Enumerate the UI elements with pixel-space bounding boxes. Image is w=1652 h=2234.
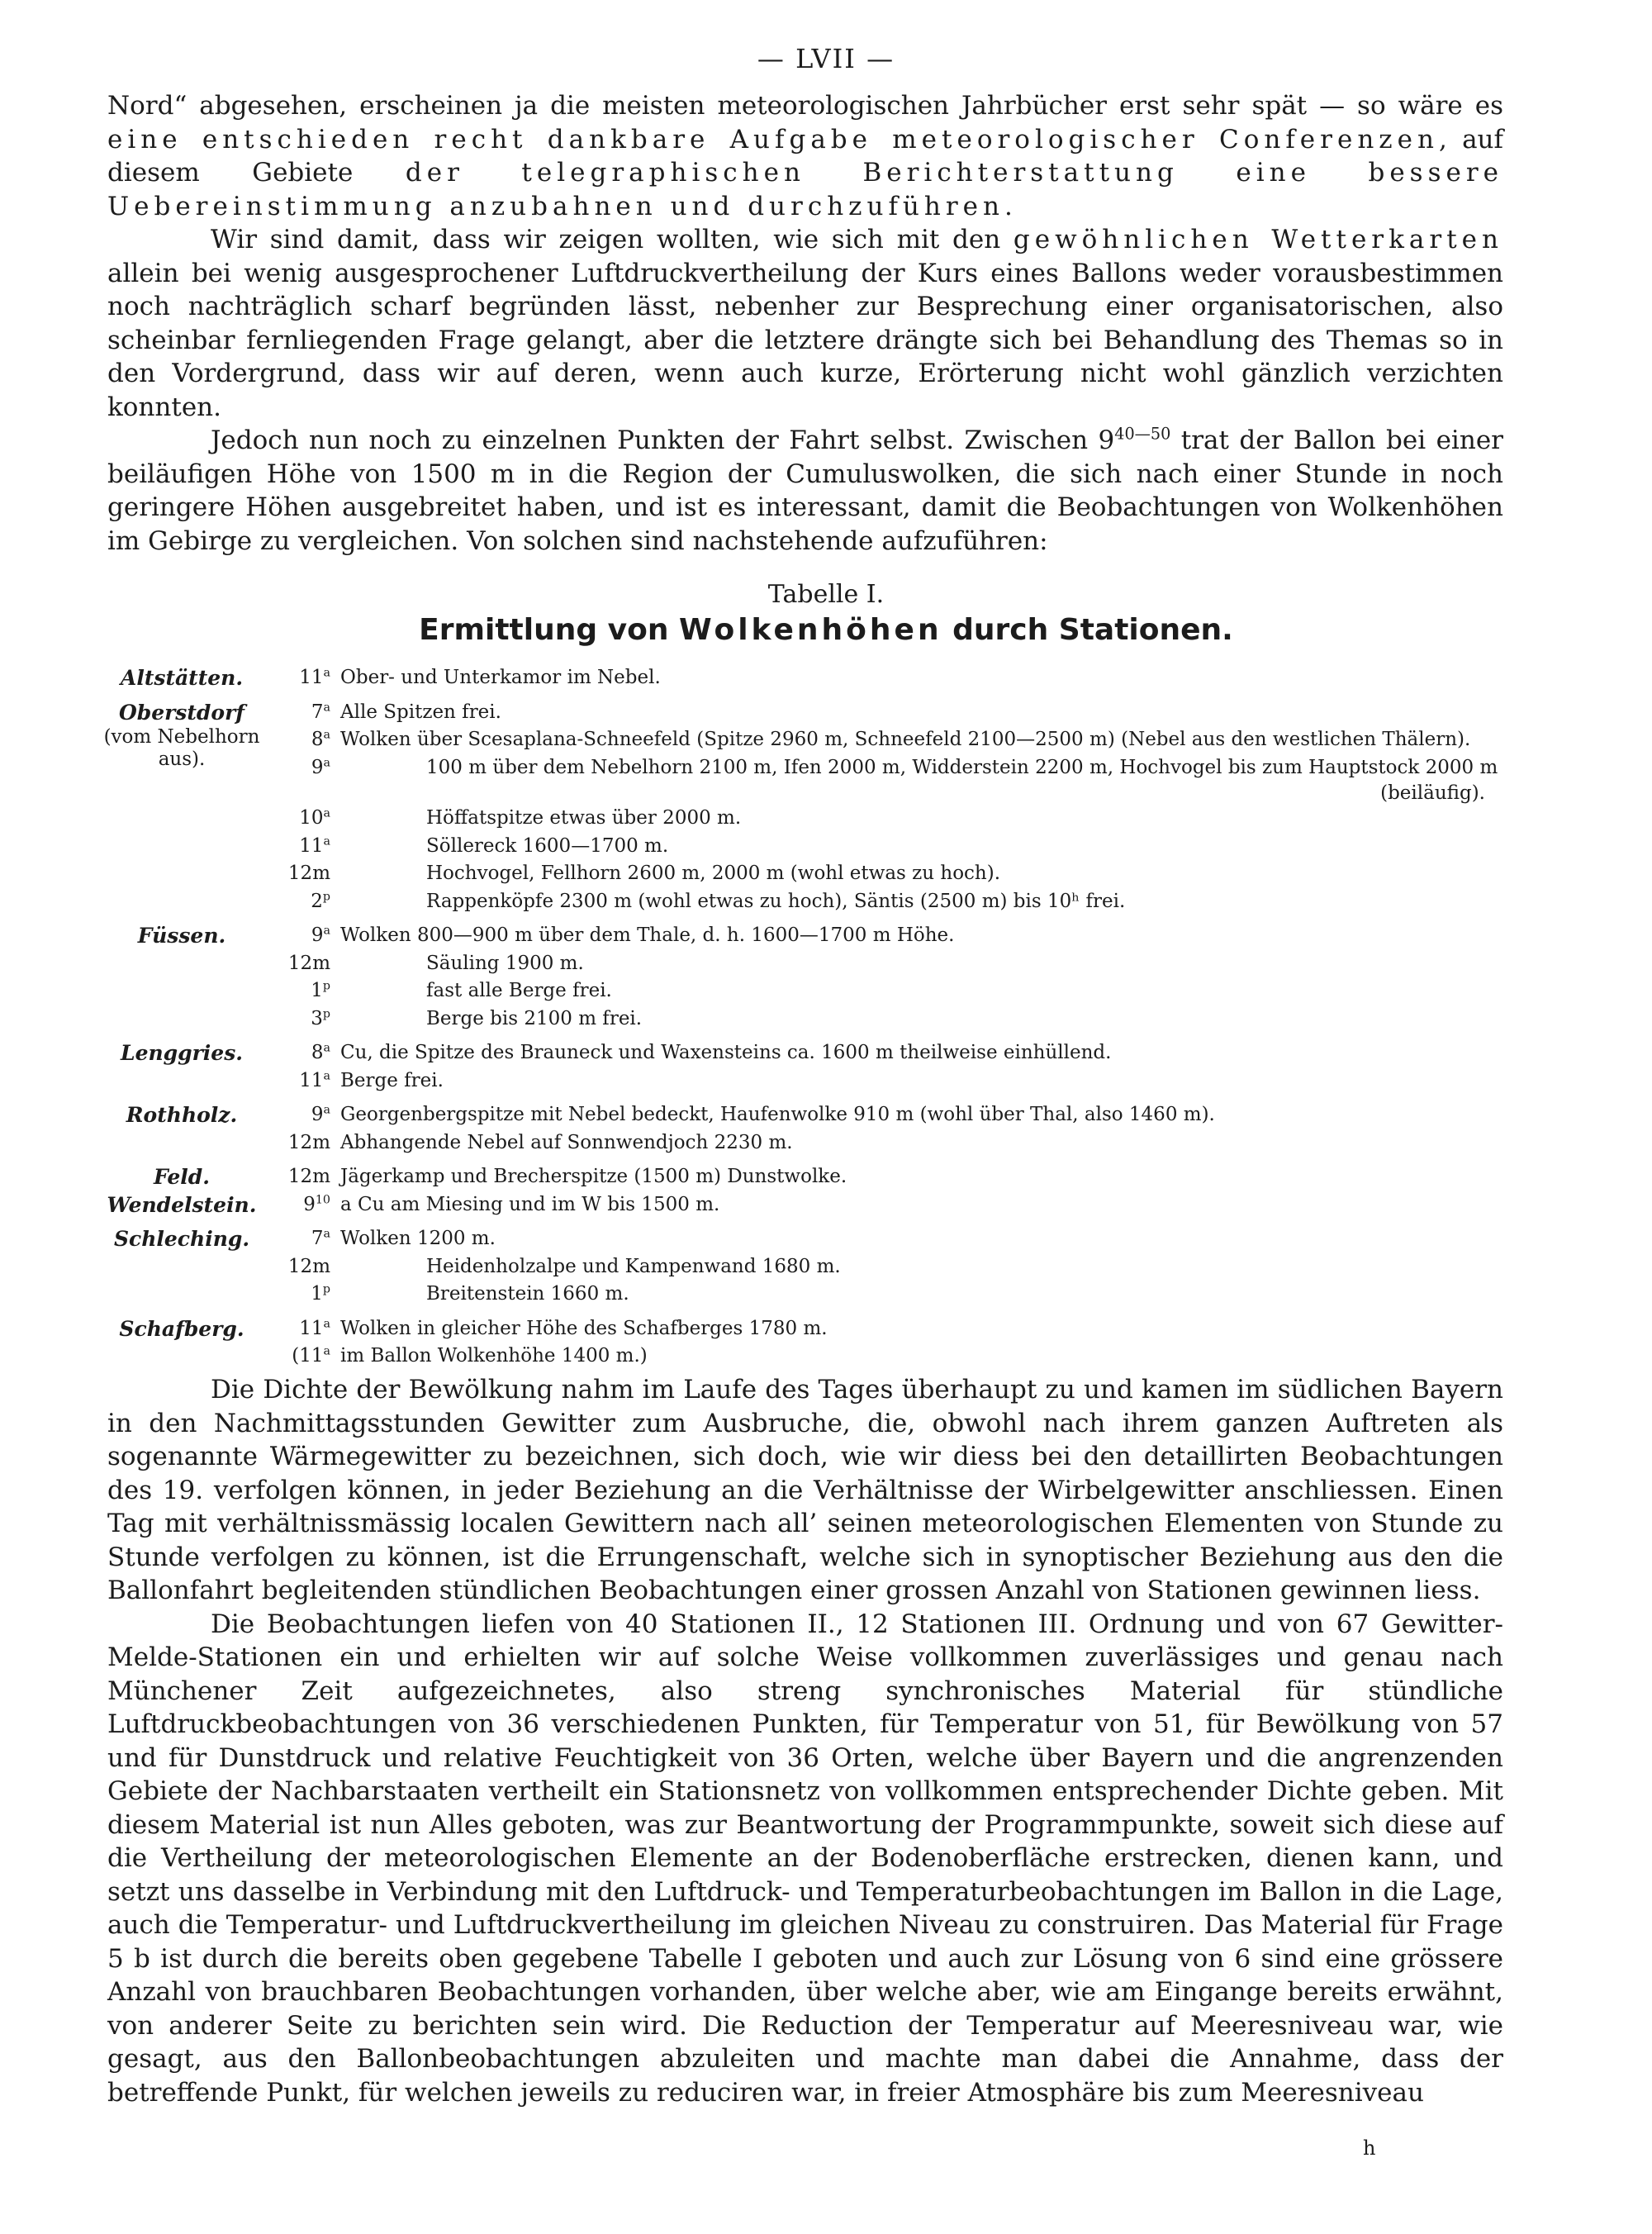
table-row	[97, 1253, 1518, 1281]
text-run: Ermittlung von	[419, 613, 680, 647]
time-cell	[266, 1067, 340, 1096]
observation-text: Wolken in gleicher Höhe des Schafberges 1780 m.	[340, 1317, 828, 1339]
observation-text: Georgenbergspitze mit Nebel bedeckt, Haufenwolke 910 m (wohl über Thal, also 1460 m).	[340, 1104, 1215, 1125]
observation-table	[97, 664, 1518, 1371]
time-superscript: a	[323, 1103, 330, 1117]
station-name	[97, 833, 266, 861]
observation-text: Söllereck 1600—1700 m.	[426, 834, 669, 857]
time-superscript: p	[322, 889, 330, 903]
time-value: 11	[299, 667, 324, 688]
table-row	[97, 860, 1518, 888]
station-name	[97, 860, 266, 888]
paragraph: Die Beobachtungen liefen von 40 Stationen II., 12 Stationen III. Ordnung und von 67 Gewitter-Melde-Stationen ein und erhielten wir auf solche Weise vollkommen zuverlässiges und genau nach Münchener Zeit aufgezeichnetes, also streng synchronisches Material für stündliche Luftdruckbeobachtungen von 36 verschiedenen Punkten, für Temperatur von 51, für Bewölkung von 57 und für Dunstdruck und relative Feuchtigkeit von 36 Orten, welche über Bayern und die angrenzenden Gebiete der Nachbarstaaten vertheilt ein Stationsnetz von vollkommen entsprechender Dichte geben. Mit diesem Material ist nun Alles geboten, was zur Beantwortung der Programmpunkte, soweit sich diese auf die Vertheilung der meteorologischen Elemente an der Bodenoberfläche erstrecken, dienen kann, und setzt uns dasselbe in Verbindung mit den Luftdruck- und Temperaturbeobachtungen im Ballon in die Lage, auch die Temperatur- und Luftdruckvertheilung im gleichen Niveau zu construiren. Das Material für Frage 5 b ist durch die bereits oben gegebene Tabelle I geboten und auch zur Lösung von 6 sind eine grössere Anzahl von brauchbaren Beobachtungen vorhanden, über welche aber, wie am Eingange bereits erwähnt, von anderer Seite zu berichten sein wird. Die Reduction der Temperatur auf Meeresniveau war, wie gesagt, aus den Ballonbeobachtungen abzuleiten und machte man dabei die Annahme, dass der betreffende Punkt, für welchen jeweils zu reduciren war, in freier Atmosphäre bis zum Meeresniveau	[107, 1609, 1503, 2108]
time-value: 8	[311, 729, 324, 750]
page-number: — LVII —	[757, 43, 895, 74]
table-row	[97, 664, 1518, 692]
time-superscript: a	[323, 666, 330, 680]
time-value: 11	[299, 834, 324, 857]
time-cell	[266, 664, 340, 692]
time-value: 8	[311, 1042, 324, 1063]
station-name	[97, 1253, 266, 1281]
observation-text: im Ballon Wolkenhöhe 1400 m.)	[340, 1345, 648, 1367]
time-superscript: p	[322, 1006, 330, 1020]
table-row-group	[266, 726, 1518, 805]
station-note: (vom Nebelhorn aus).	[103, 726, 260, 770]
time-cell	[266, 1101, 340, 1129]
time-value: 3	[311, 1007, 323, 1029]
time-cell	[266, 1005, 340, 1034]
time-cell	[266, 860, 340, 888]
table-row	[97, 1281, 1518, 1309]
time-value: 11	[299, 1069, 324, 1091]
time-cell	[266, 1191, 340, 1219]
station-name: Füssen.	[137, 924, 226, 948]
station-name	[97, 888, 266, 916]
spaced-emphasis: gewöhnlichen Wetterkarten	[1013, 225, 1503, 254]
time-superscript: 40—50	[1114, 424, 1171, 444]
outro-text	[107, 1373, 1503, 2109]
observation-text: a Cu am Miesing und im W bis 1500 m.	[340, 1193, 720, 1215]
time-cell	[266, 833, 340, 861]
paragraph: Die Dichte der Bewölkung nahm im Laufe des Tages überhaupt zu und kamen im südlichen Bayern in den Nachmittagsstunden Gewitter zum Ausbruche, die, obwohl nach ihrem ganzen Auftreten als sogenannte Wärmegewitter zu bezeichnen, sich doch, wie wir diess bei den detaillirten Beobachtungen des 19. verfolgen können, in jeder Beziehung an die Verhältnisse der Wirbelgewitter anschliessen. Einen Tag mit verhältnissmässig localen Gewittern nach all’ seinen meteorologischen Elementen von Stunde zu Stunde verfolgen zu können, ist die Errungenschaft, welche sich in synoptischer Beziehung aus den die Ballonfahrt begleitenden stündlichen Beobachtungen einer grossen Anzahl von Stationen gewinnen liess.	[107, 1375, 1503, 1605]
time-superscript: p	[322, 1282, 330, 1296]
time-superscript: a	[323, 700, 330, 714]
time-cell	[266, 950, 340, 978]
time-cell	[266, 1039, 340, 1067]
paragraph	[107, 223, 1503, 424]
time-superscript: a	[323, 1041, 330, 1055]
observation-text: Ober- und Unterkamor im Nebel.	[340, 667, 661, 688]
time-value: 9	[303, 1193, 316, 1215]
observation-text: Rappenköpfe 2300 m (wohl etwas zu hoch), Säntis (2500 m) bis 10ʰ frei.	[426, 890, 1126, 912]
time-value: 2	[311, 890, 323, 912]
station-name	[97, 950, 266, 978]
time-cell	[266, 1225, 340, 1253]
time-value: 12m	[287, 1166, 330, 1187]
observation-text: Wolken über Scesaplana-Schneefeld (Spitze 2960 m, Schneefeld 2100—2500 m) (Nebel aus den westlichen Thälern).	[340, 729, 1471, 750]
time-value: 1	[311, 980, 323, 1001]
observation-text: Jägerkamp und Brecherspitze (1500 m) Dunstwolke.	[340, 1166, 847, 1187]
station-name	[97, 977, 266, 1005]
paragraph	[107, 89, 1503, 223]
station-name	[97, 1281, 266, 1309]
station-name: Oberstdorf	[118, 700, 245, 725]
table-row	[97, 1129, 1518, 1157]
time-superscript: a	[323, 1344, 330, 1358]
time-cell	[266, 754, 340, 806]
text-run: durch Stationen.	[942, 613, 1233, 647]
time-cell	[266, 1281, 340, 1309]
table-row	[97, 1067, 1518, 1096]
table-row	[97, 1163, 1518, 1191]
time-value: 9	[311, 756, 324, 778]
text-run: Nord“ abgesehen, erscheinen ja die meisten meteorologischen Jahrbücher erst sehr spät — so wäre es	[107, 91, 1503, 121]
time-cell	[266, 726, 340, 754]
station-name	[97, 1067, 266, 1096]
table-row	[97, 1343, 1518, 1371]
observation-text: Cu, die Spitze des Brauneck und Waxensteins ca. 1600 m theilweise einhüllend.	[340, 1042, 1112, 1063]
station-name	[97, 1343, 266, 1371]
table-row	[97, 1039, 1518, 1067]
observation-text: Berge bis 2100 m frei.	[426, 1007, 643, 1029]
table-row	[97, 922, 1518, 950]
observation-text	[340, 754, 1518, 806]
time-cell	[266, 1315, 340, 1343]
table-row	[97, 977, 1518, 1005]
time-superscript: a	[323, 834, 330, 848]
observation-text: Hochvogel, Fellhorn 2600 m, 2000 m (wohl etwas zu hoch).	[426, 863, 1001, 884]
time-superscript: a	[323, 806, 330, 820]
time-superscript: a	[323, 1068, 330, 1082]
intro-text	[107, 89, 1503, 558]
table-row	[266, 754, 1518, 806]
station-name	[97, 1129, 266, 1157]
station-name: Lenggries.	[121, 1041, 243, 1065]
observation-text: Breitenstein 1660 m.	[426, 1283, 629, 1305]
table-row	[97, 1191, 1518, 1219]
table-row	[97, 1005, 1518, 1034]
text-run: 100 m über dem Nebelhorn 2100 m, Ifen 2000 m, Widderstein 2200 m, Hochvogel bis zum Hauptstock 2000 m	[426, 756, 1498, 778]
time-cell	[266, 922, 340, 950]
observation-text: Abhangende Nebel auf Sonnwendjoch 2230 m.	[340, 1131, 793, 1153]
table-title	[0, 613, 1652, 647]
observation-text: Alle Spitzen frei.	[340, 701, 501, 723]
time-superscript: a	[323, 728, 330, 742]
table-row	[97, 699, 1518, 727]
station-name	[97, 805, 266, 833]
time-value: 12m	[287, 863, 330, 884]
time-value: 12m	[287, 1131, 330, 1153]
station-name: Rothholz.	[126, 1103, 238, 1127]
time-cell	[266, 1163, 340, 1191]
time-cell	[266, 699, 340, 727]
table-row	[97, 1225, 1518, 1253]
observation-text: Heidenholzalpe und Kampenwand 1680 m.	[426, 1255, 841, 1277]
observation-text: Wolken 1200 m.	[340, 1228, 496, 1249]
table-row	[97, 950, 1518, 978]
station-name: Wendelstein.	[107, 1192, 257, 1217]
time-value: 9	[311, 1104, 324, 1125]
spaced-emphasis: Wolkenhöhen	[679, 613, 942, 647]
text-run: allein bei wenig ausgesprochener Luftdruckvertheilung der Kurs eines Ballons weder vorausbestimmen noch nachträglich scharf begründen lässt, nebenher zur Besprechung einer organisatorischen, also scheinbar fernliegenden Frage gelangt, aber die letztere drängte sich bei Behandlung des Themas so in den Vordergrund, dass wir auf deren, wenn auch kurze, Erörterung nicht wohl gänzlich verzichten konnten.	[107, 258, 1503, 422]
table-row	[97, 805, 1518, 833]
time-superscript: a	[323, 1227, 330, 1241]
table-row	[266, 726, 1518, 754]
table-row	[97, 726, 1518, 805]
table-row	[97, 833, 1518, 861]
time-superscript: a	[323, 755, 330, 769]
station-name: Schleching.	[113, 1227, 250, 1251]
time-value: 9	[311, 924, 324, 946]
text-run: .	[1004, 191, 1013, 221]
time-superscript: a	[323, 924, 330, 938]
station-name: Altstätten.	[120, 666, 244, 690]
time-value: 12m	[287, 1255, 330, 1277]
spaced-emphasis: der telegraphischen Berichterstattung eine bessere Uebereinstimmung anzubahnen und durchzuführen	[107, 158, 1503, 221]
time-cell	[266, 888, 340, 916]
observation-text: Höffatspitze etwas über 2000 m.	[426, 807, 742, 829]
paragraph	[107, 424, 1503, 558]
time-value: 11	[299, 1317, 324, 1339]
time-superscript: p	[322, 979, 330, 993]
observation-text: Wolken 800—900 m über dem Thale, d. h. 1600—1700 m Höhe.	[340, 924, 955, 946]
observation-text: Säuling 1900 m.	[426, 952, 584, 974]
text-run: trat der Ballon bei einer beiläufigen Höhe von 1500 m in die Region der Cumuluswolken, die sich nach einer Stunde in noch geringere Höhen ausgebreitet haben, und ist es interessant, damit die Beobachtungen von Wolkenhöhen im Gebirge zu vergleichen. Von solchen sind nachstehende aufzuführen:	[107, 425, 1503, 556]
station-name: Feld.	[154, 1165, 210, 1189]
time-value: 12m	[287, 952, 330, 974]
observation-text: fast alle Berge frei.	[426, 980, 612, 1001]
time-cell	[266, 1343, 340, 1371]
table-row	[97, 1101, 1518, 1129]
spaced-emphasis: eine entschieden recht dankbare Aufgabe meteorologischer Conferenzen	[107, 124, 1439, 154]
signature-mark: h	[1363, 2137, 1376, 2160]
time-superscript: 10	[315, 1192, 330, 1206]
time-value: 10	[299, 807, 324, 829]
time-superscript: a	[323, 1316, 330, 1330]
time-cell	[266, 805, 340, 833]
text-run: (beiläufig).	[1380, 782, 1485, 804]
text-run: Jedoch nun noch zu einzelnen Punkten der Fahrt selbst. Zwischen 9	[211, 425, 1115, 455]
time-value: 7	[311, 701, 324, 723]
time-value: 1	[311, 1283, 323, 1305]
time-cell	[266, 1129, 340, 1157]
table-row	[97, 1315, 1518, 1343]
text-run: Wir sind damit, dass wir zeigen wollten, wie sich mit den	[211, 225, 1014, 254]
time-value: 7	[311, 1228, 324, 1249]
table-caption: Tabelle I.	[767, 580, 885, 609]
text-run: , auf diesem Gebiete	[107, 124, 1503, 188]
time-value: (11	[292, 1345, 324, 1367]
time-cell	[266, 977, 340, 1005]
observation-text: Berge frei.	[340, 1069, 444, 1091]
time-cell	[266, 1253, 340, 1281]
station-name: Schafberg.	[119, 1316, 244, 1341]
table-row	[97, 888, 1518, 916]
station-name	[97, 1005, 266, 1034]
